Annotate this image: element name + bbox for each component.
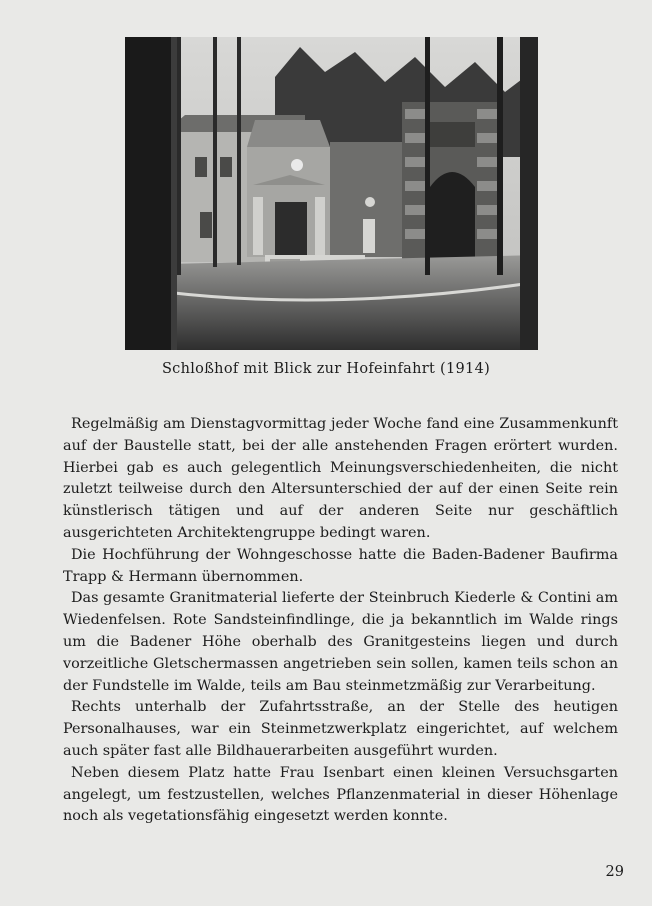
figure-caption: Schloßhof mit Blick zur Hofeinfahrt (1914) — [161, 361, 491, 377]
paragraph: Rechts unterhalb der Zufahrtsstraße, an der Stelle des heutigen Personalhauses, war ein Steinmetzwerkplatz eingerichtet, auf welchem auch später fast alle Bildhauerarbeiten ausgeführt wurden. — [63, 699, 618, 759]
historic-photo-courtyard — [125, 37, 538, 350]
paragraph: Regelmäßig am Dienstagvormittag jeder Woche fand eine Zusammenkunft auf der Baustelle statt, bei der alle anstehenden Fragen erörtert wurden. Hierbei gab es auch gelegentlich Meinungsverschiedenheiten, die nicht zuletzt teilweise durch den Altersunterschied der auf der einen Seite rein künstlerisch tätigen und auf der anderen Seite nur geschäftlich ausgerichteten Architektengruppe bedingt waren. — [63, 416, 618, 541]
paragraph: Neben diesem Platz hatte Frau Isenbart einen kleinen Versuchsgarten angelegt, um festzustellen, welches Pflanzenmaterial in dieser Höhenlage noch als vegetationsfähig eingesetzt werden konnte. — [63, 764, 618, 825]
body-text — [63, 414, 618, 828]
paragraph: Das gesamte Granitmaterial lieferte der Steinbruch Kiederle & Contini am Wiedenfelsen. Rote Sandsteinfindlinge, die ja bekanntlich im Walde rings um die Badener Höhe oberhalb des Granitgesteins liegen und durch vorzeitliche Gletschermassen angetrieben sein sollen, kamen teils schon an der Fundstelle im Walde, teils am Bau steinmetzmäßig zur Verarbeitung. — [63, 590, 618, 694]
photo-image — [125, 37, 538, 350]
paragraph: Die Hochführung der Wohngeschosse hatte die Baden-Badener Baufirma Trapp & Hermann übernommen. — [63, 546, 618, 585]
page-number: 29 — [605, 864, 624, 880]
